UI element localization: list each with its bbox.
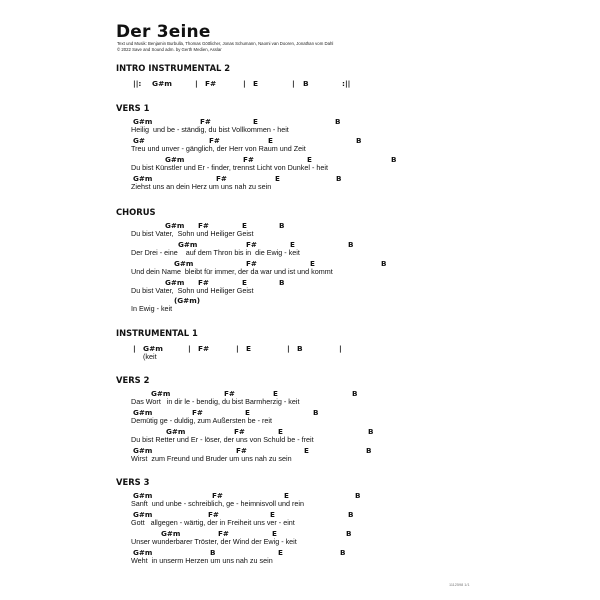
chord: F#: [218, 529, 229, 538]
chord: G#m: [133, 491, 153, 500]
chord: G#m: [133, 446, 153, 455]
chord: B: [366, 446, 372, 455]
bar-line: |: [236, 344, 239, 353]
section-heading-chorus: CHORUS: [116, 207, 156, 217]
chord: E: [253, 117, 258, 126]
chord: B: [340, 548, 346, 557]
bar-line: |: [188, 344, 191, 353]
lyric-line: Ziehst uns an dein Herz um uns nah zu sein: [131, 182, 272, 191]
chord: G#m: [133, 174, 153, 183]
chord: F#: [192, 408, 203, 417]
chord: B: [297, 344, 303, 353]
lyric-line: In Ewig - keit: [131, 304, 173, 313]
song-title: Der 3eine: [116, 22, 211, 42]
chord: E: [284, 491, 289, 500]
section-heading-instrumental1: INSTRUMENTAL 1: [116, 328, 198, 338]
repeat-start: ||:: [133, 79, 142, 88]
lyric-line: Das Wort in dir le - bendig, du bist Barmherzig - keit: [131, 397, 300, 406]
chord: G#m: [166, 427, 186, 436]
chord: F#: [216, 174, 227, 183]
chord: E: [307, 155, 312, 164]
chord: F#: [198, 221, 209, 230]
chord: B: [356, 136, 362, 145]
chord: B: [210, 548, 216, 557]
bar-line: |: [339, 344, 342, 353]
chord: E: [242, 278, 247, 287]
chord: (G#m): [174, 296, 200, 305]
chord: B: [303, 79, 309, 88]
lyric-line: Sanft und unbe - schreiblich, ge - heimnisvoll und rein: [131, 499, 304, 508]
chord: E: [246, 344, 252, 353]
chord: F#: [224, 389, 235, 398]
chord: F#: [198, 344, 210, 353]
chord: B: [391, 155, 397, 164]
chord: F#: [234, 427, 245, 436]
chord: F#: [236, 446, 247, 455]
chord: F#: [246, 240, 257, 249]
chord: B: [336, 174, 342, 183]
chord: G#m: [133, 548, 153, 557]
lyric-line: (keit: [143, 352, 157, 361]
chord: G#m: [151, 389, 171, 398]
chord: E: [310, 259, 315, 268]
chord: E: [304, 446, 309, 455]
chord: F#: [243, 155, 254, 164]
chord: G#m: [174, 259, 194, 268]
bar-line: |: [287, 344, 290, 353]
lyric-line: Du bist Vater, Sohn und Heiliger Geist: [131, 286, 254, 295]
chord: E: [278, 427, 283, 436]
chord: F#: [246, 259, 257, 268]
chord: B: [279, 278, 285, 287]
chord: B: [335, 117, 341, 126]
chord: E: [268, 136, 273, 145]
lyric-line: Demütig ge - duldig, zum Außersten be - reit: [131, 416, 273, 425]
lyric-line: Du bist Künstler und Er - finder, trennst Licht von Dunkel - heit: [131, 163, 328, 172]
chord: G#m: [152, 79, 172, 88]
chord: E: [253, 79, 259, 88]
chord: G#m: [165, 221, 185, 230]
chord: B: [279, 221, 285, 230]
chord: B: [348, 240, 354, 249]
chord: B: [348, 510, 354, 519]
lyric-line: Du bist Retter und Er - löser, der uns von Schuld be - freit: [131, 435, 314, 444]
chord: B: [352, 389, 358, 398]
chord: B: [346, 529, 352, 538]
chord: G#m: [133, 408, 153, 417]
chord: B: [381, 259, 387, 268]
chord: G#m: [178, 240, 198, 249]
lyric-line: Weht in unserm Herzen um uns nah zu sein: [131, 556, 273, 565]
song-credits: [117, 41, 333, 53]
chord: G#m: [133, 117, 153, 126]
chord: E: [242, 221, 247, 230]
bar-line: |: [133, 344, 136, 353]
chord: E: [245, 408, 250, 417]
chord: G#: [133, 136, 145, 145]
chord: G#m: [165, 155, 185, 164]
section-heading-vers3: VERS 3: [116, 477, 150, 487]
page-footer: 1112598 1/1: [449, 583, 470, 587]
chord: E: [273, 389, 278, 398]
lyric-line: Der Drei - eine auf dem Thron bis in die Ewig - keit: [131, 248, 300, 257]
lyric-line: Und dein Name bleibt für immer, der da war und ist und kommt: [131, 267, 333, 276]
chord: E: [270, 510, 275, 519]
chord: B: [313, 408, 319, 417]
bar-line: |: [292, 79, 295, 88]
chord: E: [275, 174, 280, 183]
chord: E: [278, 548, 283, 557]
chord: F#: [209, 136, 220, 145]
bar-line: |: [243, 79, 246, 88]
lyric-line: Gott allgegen - wärtig, der in Freiheit uns ver - eint: [131, 518, 295, 527]
chord: B: [368, 427, 374, 436]
lyric-line: Du bist Vater, Sohn und Heiliger Geist: [131, 229, 254, 238]
section-heading-intro: INTRO INSTRUMENTAL 2: [116, 63, 231, 73]
chord: G#m: [133, 510, 153, 519]
chord: F#: [205, 79, 217, 88]
lyric-line: Treu und unver - gänglich, der Herr von Raum und Zeit: [131, 144, 306, 153]
chord: B: [355, 491, 361, 500]
chord: E: [290, 240, 295, 249]
bar-line: |: [195, 79, 198, 88]
chord: F#: [212, 491, 223, 500]
section-heading-vers1: VERS 1: [116, 103, 150, 113]
lyric-line: Heilig und be - ständig, du bist Vollkommen - heit: [131, 125, 289, 134]
repeat-end: :||: [342, 79, 351, 88]
chord: G#m: [161, 529, 181, 538]
chord: G#m: [165, 278, 185, 287]
lyric-line: Wirst zum Freund und Bruder um uns nah zu sein: [131, 454, 292, 463]
chord: F#: [198, 278, 209, 287]
chord: G#m: [143, 344, 163, 353]
chord: E: [272, 529, 277, 538]
credits-authors: Text und Musik: Benjamin Burbulla, Thomas Göttlicher, Jonas Schumann, Naomi van Dooren, Jonathan vom Dahl: [117, 41, 334, 46]
chord: F#: [200, 117, 211, 126]
credits-copyright: © 2022 Save and Sound adm. by Gerth Medien, Asslar: [117, 47, 222, 52]
chord: F#: [208, 510, 219, 519]
section-heading-vers2: VERS 2: [116, 375, 150, 385]
lyric-line: Unser wunderbarer Tröster, der Wind der Ewig - keit: [131, 537, 297, 546]
